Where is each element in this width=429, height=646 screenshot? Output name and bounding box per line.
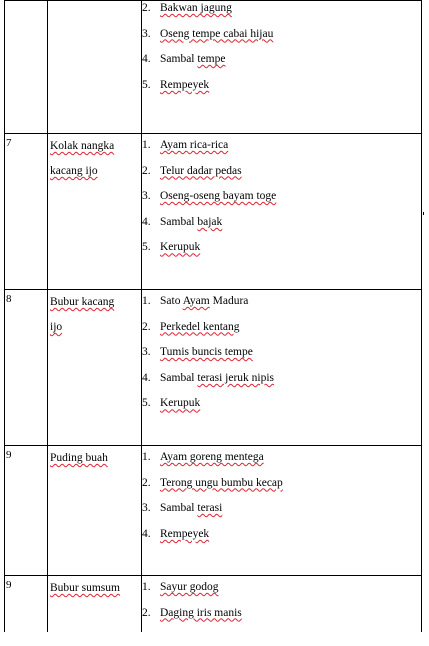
- menu-item: [142, 500, 283, 526]
- menu-list: [142, 137, 276, 265]
- menu-item-text: Oseng tempe cabai hijau: [160, 27, 274, 40]
- menu-item: [142, 475, 283, 501]
- menu-item-text: Terong ungu bumbu kecap: [160, 476, 283, 489]
- list-number: 1.: [142, 451, 151, 463]
- menu-item: [142, 319, 274, 345]
- menu-item-text: terasi jeruk nipis: [197, 371, 275, 384]
- menu-item: [142, 26, 273, 52]
- table-border-right: [421, 0, 422, 632]
- dessert-name: Bubur sumsum: [50, 582, 120, 594]
- menu-list: [142, 0, 273, 102]
- list-number: 2.: [142, 476, 151, 489]
- menu-item-text: tempe: [197, 53, 226, 66]
- list-number: 1.: [142, 139, 151, 151]
- list-number: 1.: [142, 295, 151, 307]
- menu-item: [142, 51, 273, 77]
- menu-table: [4, 0, 422, 632]
- dessert-cell: [50, 134, 138, 184]
- list-number: 5.: [142, 78, 151, 91]
- menu-item: [142, 239, 276, 265]
- dessert-name: Bubur kacang: [50, 296, 115, 308]
- menu-item: [142, 449, 283, 475]
- menu-item-text: Sambal: [160, 371, 198, 384]
- menu-item: [142, 293, 274, 319]
- table-border-left: [4, 0, 5, 632]
- list-number: 4.: [142, 53, 151, 66]
- menu-item-text: Tumis buncis tempe: [160, 346, 253, 359]
- menu-item-text: Kerupuk: [160, 397, 201, 410]
- menu-item-text: terasi: [197, 502, 223, 515]
- menu-item: [142, 605, 242, 631]
- menu-item: [142, 77, 273, 103]
- row-number: 8: [6, 293, 12, 305]
- dessert-cell: [50, 576, 138, 601]
- menu-item-text: Sambal: [160, 53, 198, 66]
- column-divider: [47, 0, 48, 632]
- menu-item-text: Rempeyek: [160, 527, 210, 540]
- menu-item: [142, 163, 276, 189]
- menu-item-text: Sambal: [160, 502, 198, 515]
- menu-item: [142, 579, 242, 605]
- menu-item-text: Oseng-oseng bayam toge: [160, 190, 277, 203]
- list-number: 3.: [142, 502, 151, 515]
- list-number: 3.: [142, 190, 151, 203]
- menu-item-text: Sayur godog: [160, 581, 219, 593]
- list-number: 4.: [142, 215, 151, 228]
- menu-item-text: Kerupuk: [160, 241, 201, 254]
- menu-item-text: Bakwan jagung: [160, 2, 232, 14]
- list-number: 1.: [142, 581, 151, 593]
- row-number: 7: [6, 137, 12, 149]
- menu-list: [142, 579, 242, 630]
- dessert-name: ijo: [50, 321, 63, 333]
- row-number: 9: [6, 449, 12, 461]
- dessert-name: Puding buah: [50, 452, 108, 464]
- list-number: 5.: [142, 397, 151, 410]
- list-number: 3.: [142, 27, 151, 40]
- list-number: 2.: [142, 606, 151, 619]
- list-number: 2.: [142, 2, 151, 14]
- menu-item: [142, 395, 274, 421]
- menu-item-text: Telur dadar pedas: [160, 164, 242, 177]
- row-number: 9: [6, 579, 12, 591]
- list-number: 4.: [142, 371, 151, 384]
- dessert-name: kacang ijo: [50, 165, 98, 177]
- menu-item: [142, 214, 276, 240]
- list-number: 5.: [142, 241, 151, 254]
- list-number: 4.: [142, 527, 151, 540]
- dessert-cell: [50, 446, 138, 471]
- dessert-cell: [50, 290, 138, 340]
- menu-list: [142, 293, 274, 421]
- text-cursor: [423, 212, 424, 215]
- menu-item-text: Sambal: [160, 215, 198, 228]
- menu-item-text: bajak: [197, 215, 223, 228]
- list-number: 3.: [142, 346, 151, 359]
- menu-item-text: Sato: [160, 295, 183, 307]
- menu-item: [142, 0, 273, 26]
- menu-item-text: Rempeyek: [160, 78, 210, 91]
- menu-item-text: Ayam goreng mentega: [160, 451, 264, 463]
- menu-item: [142, 344, 274, 370]
- menu-item: [142, 188, 276, 214]
- list-number: 2.: [142, 164, 151, 177]
- menu-item: [142, 137, 276, 163]
- menu-item-text: Daging iris manis: [160, 606, 242, 619]
- menu-item: [142, 526, 283, 552]
- menu-item-text: Ayam: [182, 295, 210, 307]
- list-number: 2.: [142, 320, 151, 333]
- menu-item-text: Perkedel kentang: [160, 320, 240, 333]
- menu-item-text: Madura: [209, 295, 249, 307]
- menu-item-text: Ayam rica-rica: [160, 139, 229, 151]
- dessert-name: Kolak nangka: [50, 140, 115, 152]
- menu-item: [142, 370, 274, 396]
- menu-list: [142, 449, 283, 551]
